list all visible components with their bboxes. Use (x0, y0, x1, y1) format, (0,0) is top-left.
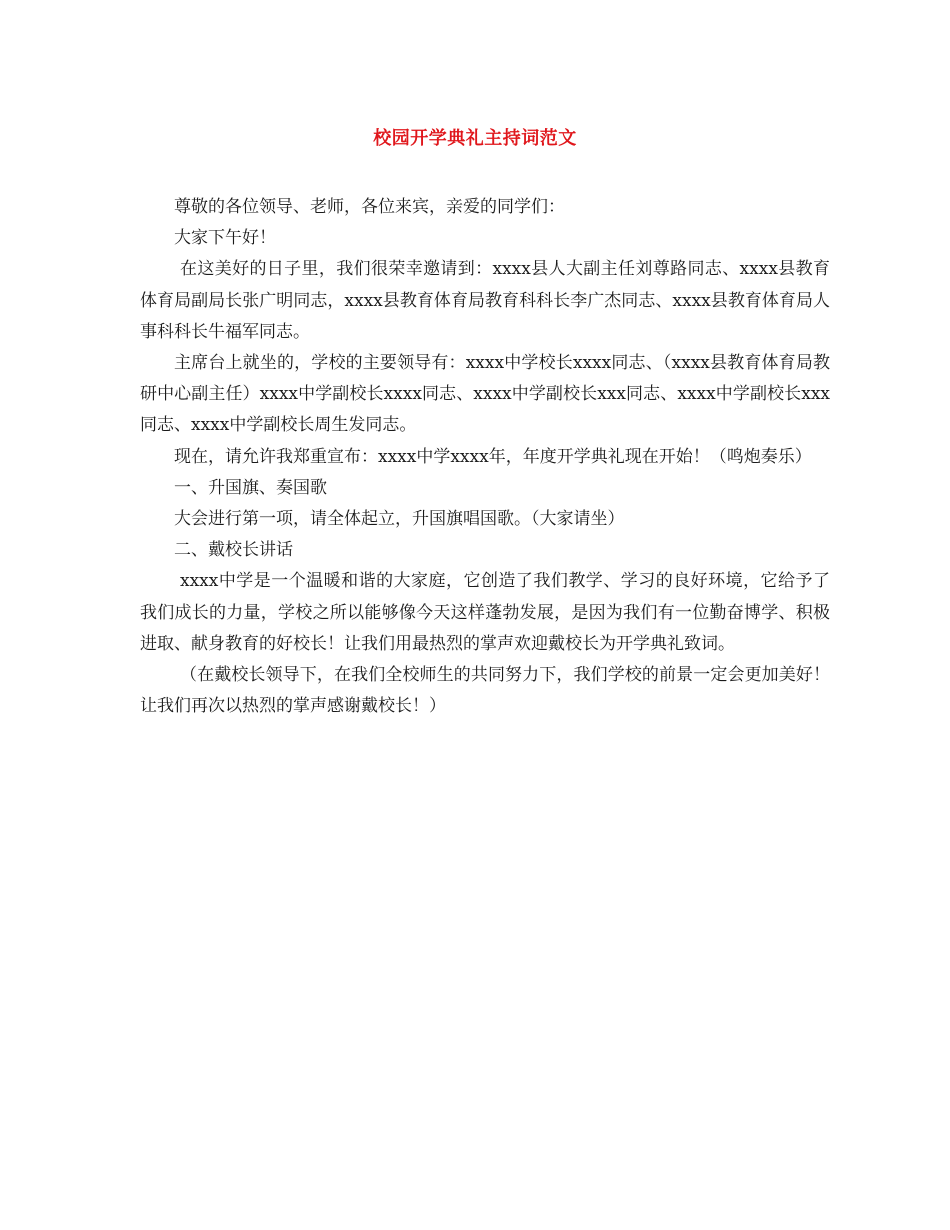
paragraph-announcement: 现在，请允许我郑重宣布：xxxx中学xxxx年，年度开学典礼现在开始！（鸣炮奏乐） (174, 446, 812, 467)
paragraph-closing-thanks: （在戴校长领导下，在我们全校师生的共同努力下，我们学校的前景一定会更加美好！让我们再次以热烈的掌声感谢戴校长！） (140, 665, 830, 717)
document-title: 校园开学典礼主持词范文 (373, 128, 577, 149)
paragraph-invited-guests: 在这美好的日子里，我们很荣幸邀请到：xxxx县人大副主任刘尊路同志、xxxx县教育体育局副局长张广明同志，xxxx县教育体育局教育科科长李广杰同志、xxxx县教育体育局人事科科长牛福军同志。 (140, 259, 830, 342)
section-heading-principal-speech: 二、戴校长讲话 (174, 540, 293, 561)
paragraph-greeting: 尊敬的各位领导、老师，各位来宾，亲爱的同学们： (174, 197, 565, 217)
paragraph-flag-raising: 大会进行第一项，请全体起立，升国旗唱国歌。（大家请坐） (174, 509, 625, 530)
section-heading-flag: 一、升国旗、奏国歌 (174, 477, 327, 498)
document-body (140, 192, 830, 722)
paragraph-good-afternoon: 大家下午好！ (174, 228, 276, 249)
paragraph-principal-intro: xxxx中学是一个温暖和谐的大家庭，它创造了我们教学、学习的良好环境，它给予了我们成长的力量，学校之所以能够像今天这样蓬勃发展，是因为我们有一位勤奋博学、积极进取、献身教育的好校长！让我们用最热烈的掌声欢迎戴校长为开学典礼致词。 (140, 571, 830, 654)
paragraph-platform-leaders: 主席台上就坐的，学校的主要领导有：xxxx中学校长xxxx同志、（xxxx县教育体育局教研中心副主任）xxxx中学副校长xxxx同志、xxxx中学副校长xxx同志、xxxx中学副校长xxx同志、xxxx中学副校长周生发同志。 (140, 353, 830, 436)
